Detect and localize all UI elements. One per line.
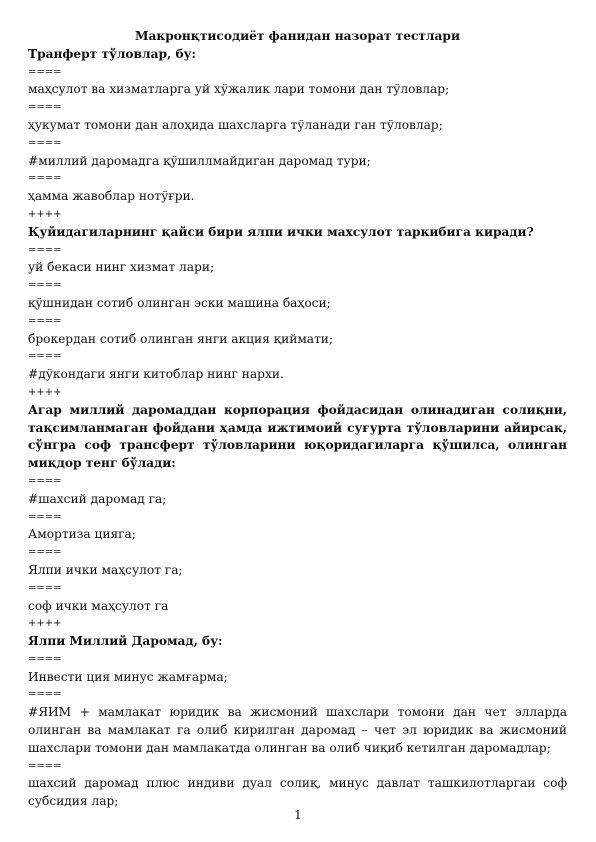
answer-option: #ЯИМ + мамлакат юридик ва жисмоний шахслари томони дан чет элларда олинган ва мамлакат га олиб кирилган даромад – чет эл юридик ва жисмоний шахслари томони дан мамлакатда олинган ва олиб чиқиб кетилган даромадлар; (28, 705, 567, 755)
answer-option: ҳукумат томони дан алоҳида шахсларга тўланади ган тўловлар; (28, 117, 443, 132)
answer-option: қўшнидан сотиб олинган эски машина баҳоси; (28, 295, 331, 310)
separator-line: ==== (28, 66, 62, 78)
test-content (28, 46, 567, 811)
separator-line: ==== (28, 173, 62, 185)
separator-line: ++++ (28, 208, 62, 220)
question-text: Транферт тўловлар, бу: (28, 46, 196, 61)
separator-line: ==== (28, 244, 62, 256)
answer-option: Ялпи ички маҳсулот га; (28, 562, 183, 577)
answer-option: уй бекаси нинг хизмат лари; (28, 260, 215, 275)
separator-line: ==== (28, 137, 62, 149)
answer-option: ҳамма жавоблар нотўғри. (28, 189, 195, 204)
answer-option: шахсий даромад плюс индиви дуал солиқ, минус давлат ташкилотларгаи соф субсидия лар; (28, 776, 567, 809)
separator-line: ==== (28, 582, 62, 594)
separator-line: ==== (28, 653, 62, 665)
document-page (28, 28, 567, 811)
answer-option: #миллий даромадга қўшиллмайдиган даромад тури; (28, 153, 371, 168)
separator-line: ==== (28, 760, 62, 772)
separator-line: ++++ (28, 618, 62, 630)
separator-line: ==== (28, 511, 62, 523)
question-text: Қуйидагиларнинг қайси бири ялпи ички махсулот таркибига киради? (28, 224, 534, 239)
separator-line: ==== (28, 280, 62, 292)
answer-option: #шахсий даромад га; (28, 491, 167, 506)
separator-line: ==== (28, 689, 62, 701)
answer-option: брокердан сотиб олинган янги акция қиймати; (28, 331, 334, 346)
page-number: 1 (294, 808, 302, 822)
separator-line: ==== (28, 475, 62, 487)
separator-line: ==== (28, 315, 62, 327)
separator-line: ++++ (28, 386, 62, 398)
separator-line: ==== (28, 351, 62, 363)
answer-option: соф ички маҳсулот га (28, 598, 169, 613)
answer-option: маҳсулот ва хизматларга уй хўжалик лари томони дан тўловлар; (28, 82, 450, 97)
question-text: Агар миллий даромаддан корпорация фойдасидан олинадиган солиқни, тақсимланмаган фойдани ҳамда ижтимоий суғурта тўловларини айирсак, сўнгра соф трансферт тўловларини юқоридагиларга қўшилса, олинган миқдор тенг бўлади: (28, 402, 567, 471)
separator-line: ==== (28, 102, 62, 114)
answer-option: Инвести ция минус жамғарма; (28, 669, 228, 684)
question-text: Ялпи Миллий Даромад, бу: (28, 634, 223, 649)
page-title: Макронқтисодиёт фанидан назорат тестлари (135, 29, 460, 43)
answer-option: Амортиза цияга; (28, 527, 136, 542)
answer-option: #дўкондаги янги китоблар нинг нархи. (28, 367, 284, 382)
separator-line: ==== (28, 547, 62, 559)
